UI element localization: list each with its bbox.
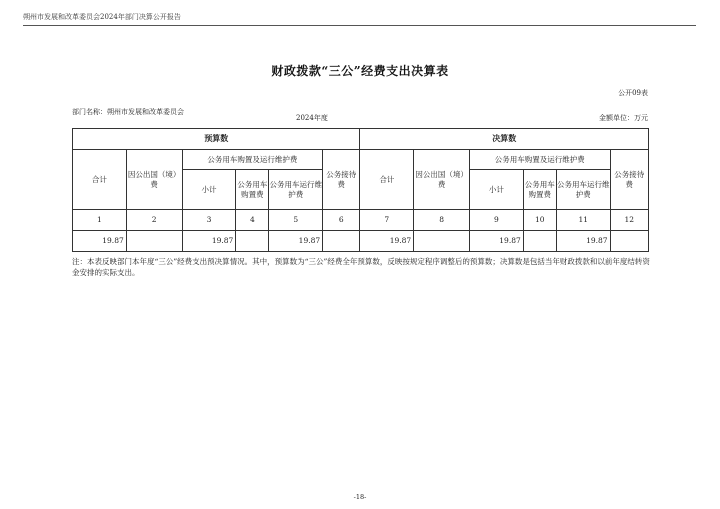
- index-cell: 9: [470, 210, 524, 231]
- index-cell: 11: [556, 210, 610, 231]
- index-cell: 7: [360, 210, 414, 231]
- final-abroad-header: 因公出国（境）费: [414, 150, 470, 210]
- table-note: 注：本表反映部门本年度“三公”经费支出预决算情况。其中，预算数为“三公”经费全年预算数，反映按规定程序调整后的预算数；决算数是包括当年财政拨款和以前年度结转资金安排的实际支出。: [72, 257, 650, 277]
- page-number: -18-: [353, 493, 367, 501]
- data-row: [73, 231, 649, 252]
- data-cell: 19.87: [73, 231, 127, 252]
- index-cell: 4: [236, 210, 269, 231]
- final-subtotal-header: 小计: [470, 170, 524, 210]
- fiscal-year: 2024年度: [296, 114, 328, 122]
- data-cell: [414, 231, 470, 252]
- budget-subtotal-header: 小计: [182, 170, 236, 210]
- index-cell: 5: [269, 210, 323, 231]
- final-reception-header: 公务接待费: [610, 150, 648, 210]
- table-title: 财政拨款“三公”经费支出决算表: [271, 64, 449, 78]
- final-vehicle-group-header: 公务用车购置及运行维护费: [470, 150, 611, 170]
- budget-reception-header: 公务接待费: [323, 150, 360, 210]
- index-cell: 2: [126, 210, 182, 231]
- index-cell: 12: [610, 210, 648, 231]
- budget-vehicle-group-header: 公务用车购置及运行维护费: [182, 150, 323, 170]
- index-cell: 8: [414, 210, 470, 231]
- data-cell: 19.87: [470, 231, 524, 252]
- amount-unit: 金额单位：万元: [599, 114, 648, 122]
- index-cell: 1: [73, 210, 127, 231]
- final-group-header: 决算数: [360, 129, 649, 150]
- group-header-row: [73, 129, 649, 150]
- index-cell: 10: [523, 210, 556, 231]
- department-name: 部门名称：朔州市发展和改革委员会: [72, 108, 184, 116]
- header-divider: [23, 25, 696, 26]
- form-number: 公开09表: [618, 89, 648, 97]
- data-cell: [126, 231, 182, 252]
- final-total-header: 合计: [360, 150, 414, 210]
- budget-vehicle-purchase-header: 公务用车购置费: [236, 170, 269, 210]
- index-cell: 3: [182, 210, 236, 231]
- data-cell: [236, 231, 269, 252]
- column-header-row: [73, 150, 649, 170]
- data-cell: 19.87: [182, 231, 236, 252]
- data-cell: 19.87: [556, 231, 610, 252]
- data-cell: [610, 231, 648, 252]
- running-header: 朔州市发展和改革委员会2024年部门决算公开报告: [23, 13, 181, 21]
- budget-total-header: 合计: [73, 150, 127, 210]
- three-public-expenses-table: [72, 128, 649, 252]
- budget-vehicle-operation-header: 公务用车运行维护费: [269, 170, 323, 210]
- data-cell: 19.87: [360, 231, 414, 252]
- column-index-row: [73, 210, 649, 231]
- data-cell: [323, 231, 360, 252]
- index-cell: 6: [323, 210, 360, 231]
- data-cell: [523, 231, 556, 252]
- data-cell: 19.87: [269, 231, 323, 252]
- final-vehicle-purchase-header: 公务用车购置费: [523, 170, 556, 210]
- budget-group-header: 预算数: [73, 129, 360, 150]
- final-vehicle-operation-header: 公务用车运行维护费: [556, 170, 610, 210]
- budget-abroad-header: 因公出国（境）费: [126, 150, 182, 210]
